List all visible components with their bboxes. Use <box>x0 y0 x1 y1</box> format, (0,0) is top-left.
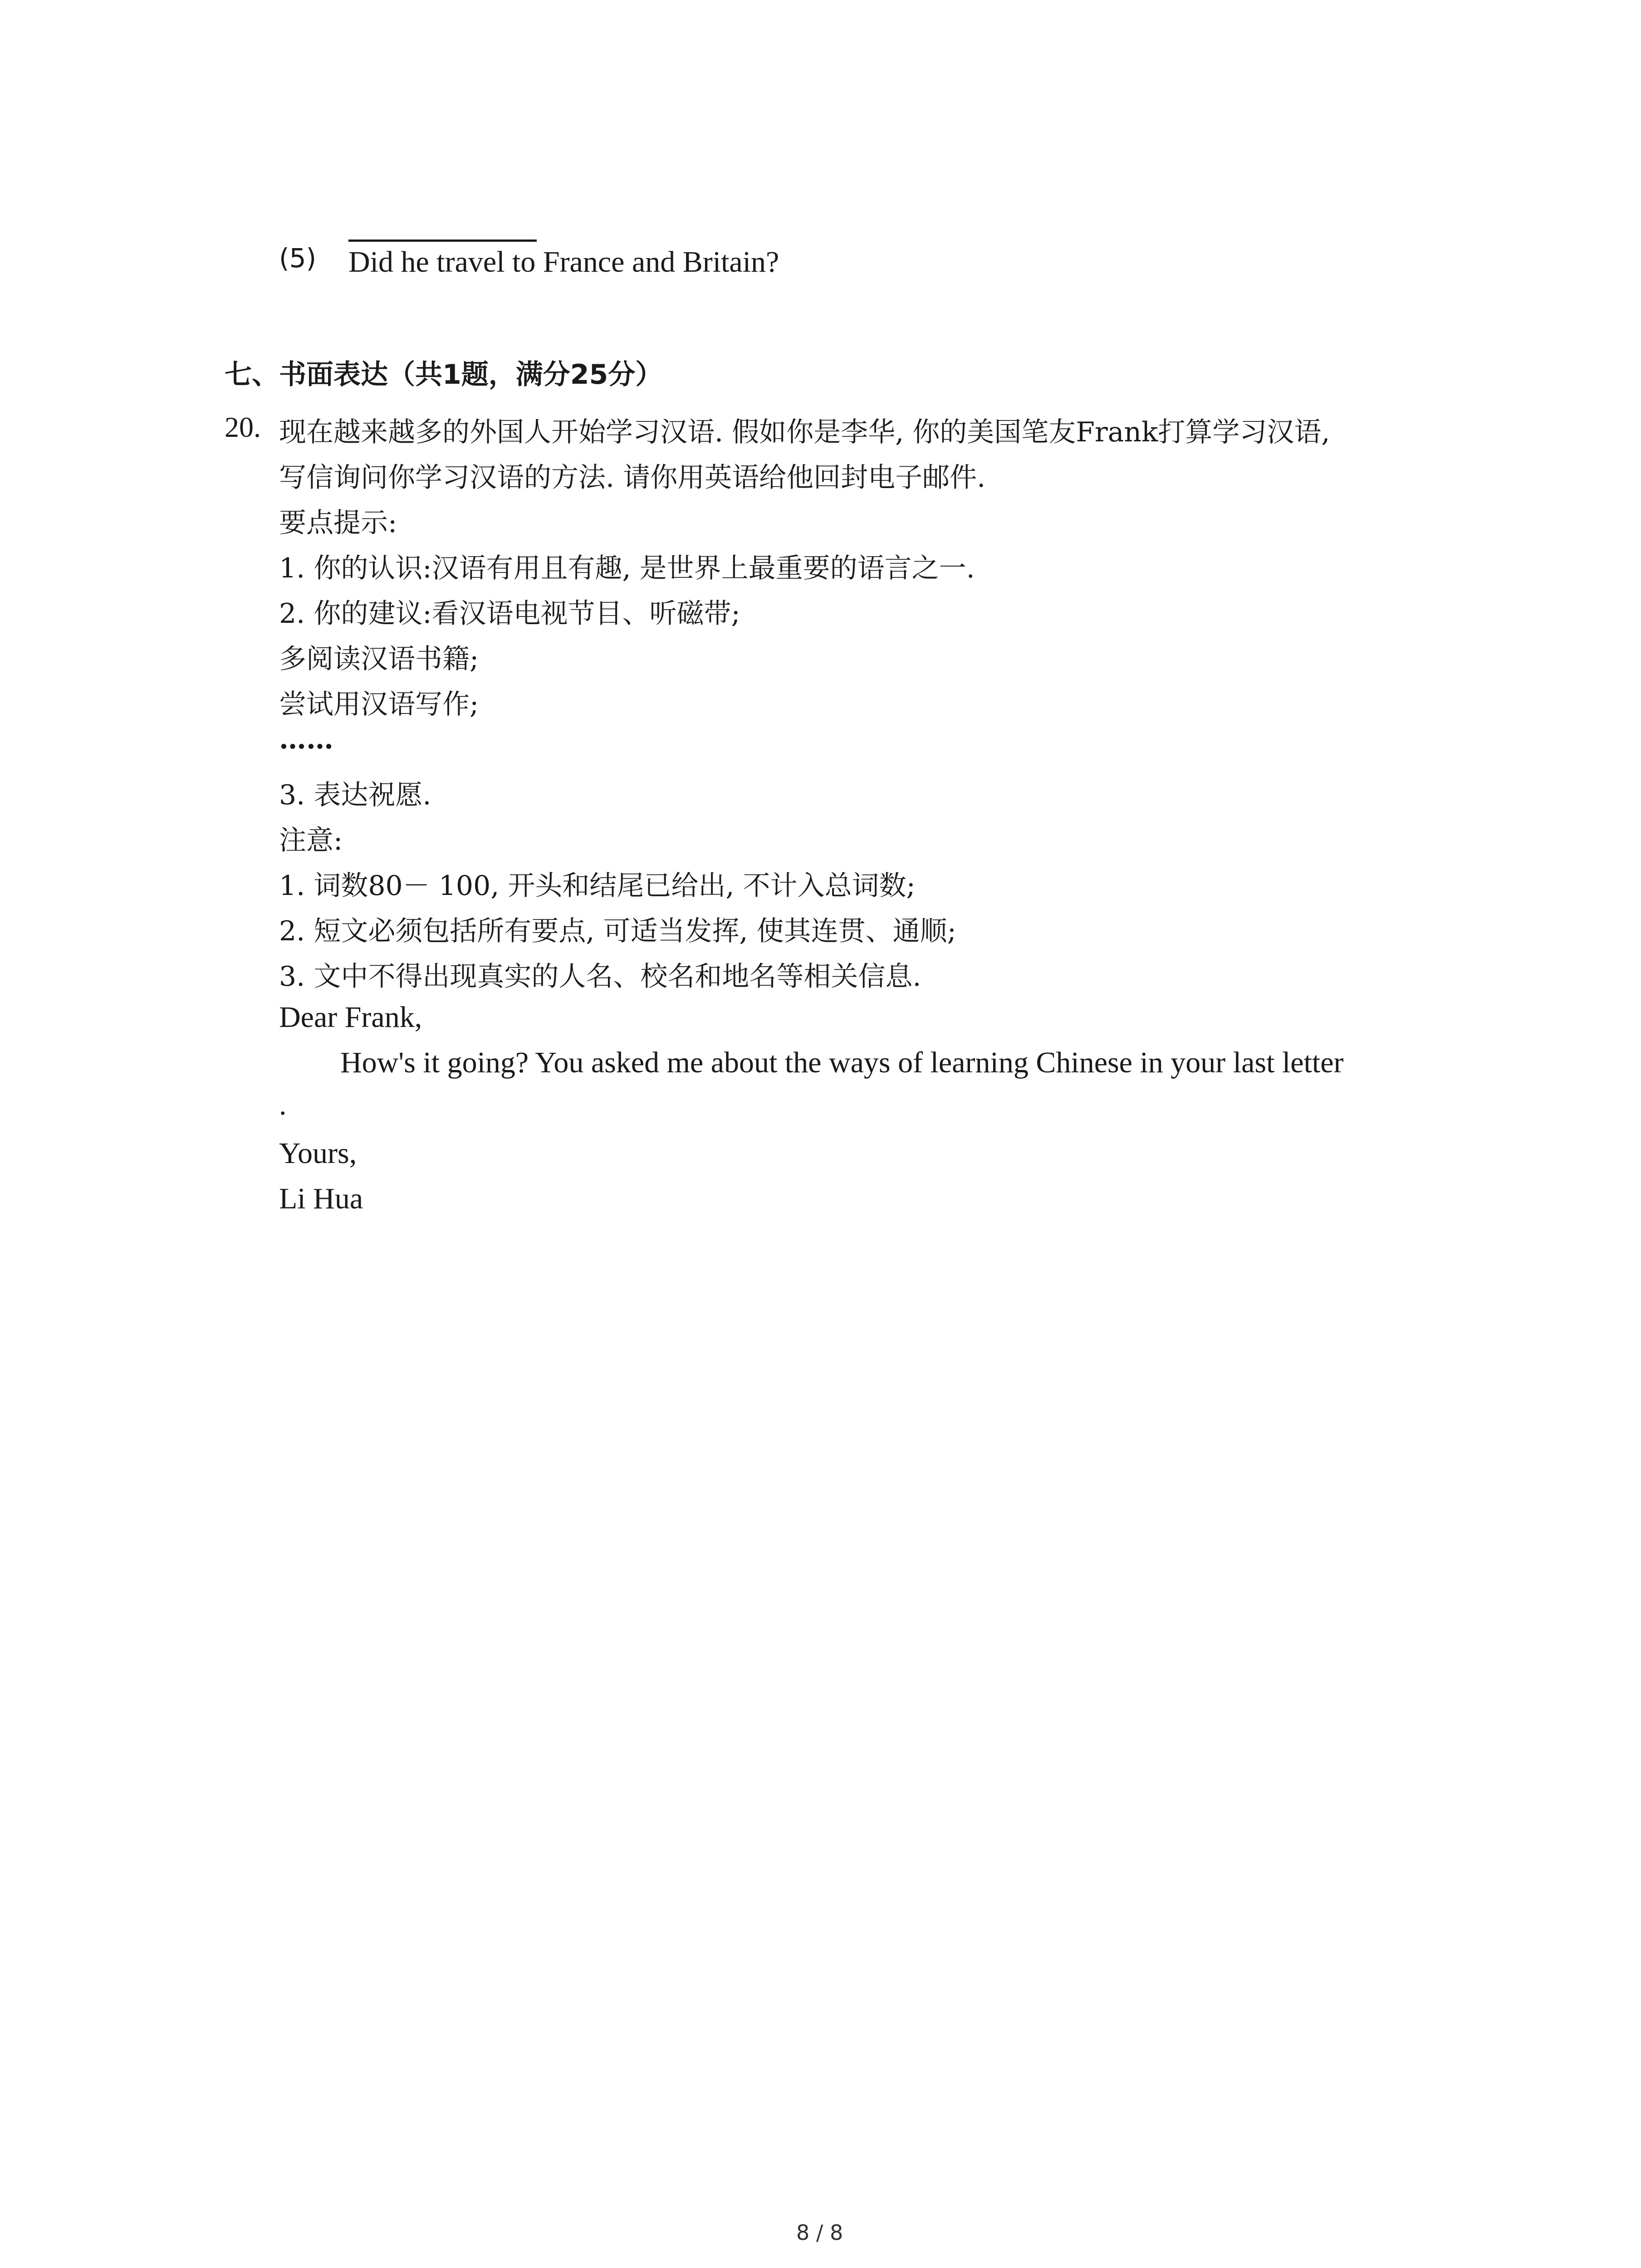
section-title: 七、书面表达（共1题，满分25分） <box>225 359 663 391</box>
prompt-line-2: 写信询问你学习汉语的方法. 请你用英语给他回封电子邮件. <box>279 462 986 494</box>
question-20-number: 20. <box>225 411 261 443</box>
letter-salutation: Dear Frank, <box>279 1001 422 1034</box>
note-2: 2. 短文必须包括所有要点, 可适当发挥, 使其连贯、通顺; <box>279 915 956 947</box>
notes-title: 注意: <box>279 825 343 856</box>
note-1: 1. 词数80－ 100, 开头和结尾已给出, 不计入总词数; <box>279 870 916 902</box>
hint-2a: 多阅读汉语书籍; <box>279 643 479 675</box>
question-5-text: Did he travel to France and Britain? <box>348 245 779 279</box>
hints-title: 要点提示: <box>279 507 397 539</box>
prompt-line-1: 现在越来越多的外国人开始学习汉语. 假如你是李华, 你的美国笔友Frank打算学习汉语, <box>279 416 1330 448</box>
answer-blank-line <box>348 240 537 242</box>
hint-3: 3. 表达祝愿. <box>279 779 431 811</box>
hint-2b: 尝试用汉语写作; <box>279 689 479 720</box>
letter-period: . <box>279 1088 287 1121</box>
letter-opening: How's it going? You asked me about the ways of learning Chinese in your last letter <box>340 1046 1344 1079</box>
note-3: 3. 文中不得出现真实的人名、校名和地名等相关信息. <box>279 961 921 992</box>
letter-signature: Li Hua <box>279 1182 363 1215</box>
question-5-number: (5) <box>279 243 317 274</box>
hint-1: 1. 你的认识:汉语有用且有趣, 是世界上最重要的语言之一. <box>279 552 975 584</box>
hint-2c: …… <box>279 723 333 755</box>
letter-closing: Yours, <box>279 1137 357 1170</box>
hint-2: 2. 你的建议:看汉语电视节目、听磁带; <box>279 598 740 630</box>
page-number: 8 / 8 <box>796 2220 843 2245</box>
